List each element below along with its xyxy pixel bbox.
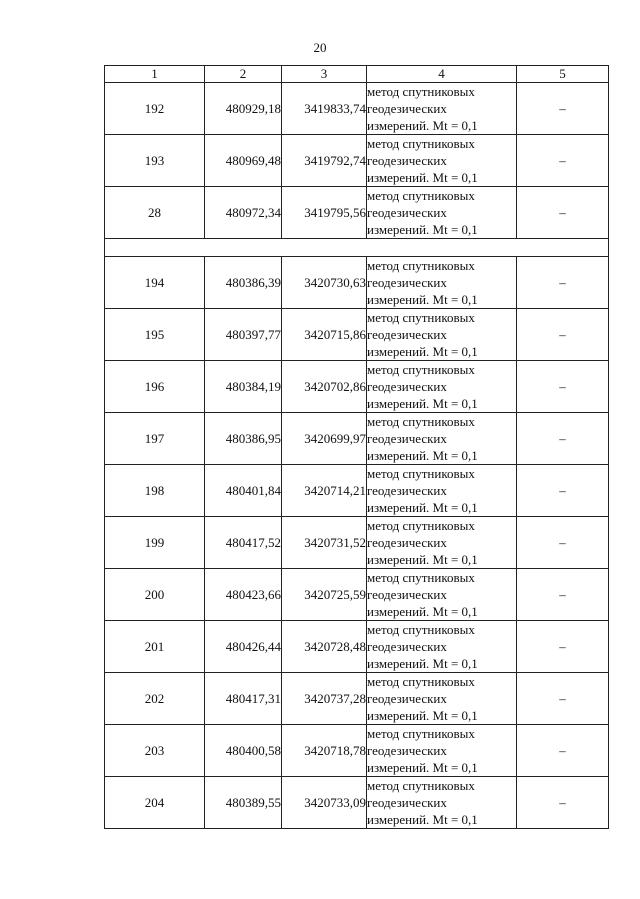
y-coordinate-cell: 3419792,74	[282, 135, 367, 187]
note-cell: –	[517, 725, 609, 777]
y-coordinate-cell: 3420702,86	[282, 361, 367, 413]
column-header-4: 4	[367, 66, 517, 83]
note-cell: –	[517, 569, 609, 621]
method-line: геодезических	[367, 587, 447, 602]
y-coordinate-cell: 3419795,56	[282, 187, 367, 239]
note-cell: –	[517, 465, 609, 517]
method-cell	[367, 725, 517, 777]
column-header-5: 5	[517, 66, 609, 83]
x-coordinate-cell: 480929,18	[205, 83, 282, 135]
method-line: геодезических	[367, 205, 447, 220]
method-line: метод спутниковых	[367, 674, 475, 689]
method-line: измерений. Mt = 0,1	[367, 812, 478, 827]
table-row	[105, 725, 609, 777]
method-line: геодезических	[367, 743, 447, 758]
note-cell: –	[517, 309, 609, 361]
x-coordinate-cell: 480401,84	[205, 465, 282, 517]
x-coordinate-cell: 480400,58	[205, 725, 282, 777]
table-row	[105, 413, 609, 465]
point-number-cell: 203	[105, 725, 205, 777]
point-number-cell: 202	[105, 673, 205, 725]
column-header-2: 2	[205, 66, 282, 83]
y-coordinate-cell: 3420714,21	[282, 465, 367, 517]
method-line: геодезических	[367, 795, 447, 810]
y-coordinate-cell: 3420731,52	[282, 517, 367, 569]
method-line: измерений. Mt = 0,1	[367, 396, 478, 411]
method-cell	[367, 465, 517, 517]
x-coordinate-cell: 480386,95	[205, 413, 282, 465]
method-cell	[367, 83, 517, 135]
x-coordinate-cell: 480417,52	[205, 517, 282, 569]
method-cell	[367, 257, 517, 309]
point-number-cell: 204	[105, 777, 205, 829]
x-coordinate-cell: 480397,77	[205, 309, 282, 361]
table-row	[105, 361, 609, 413]
method-line: геодезических	[367, 327, 447, 342]
y-coordinate-cell: 3420730,63	[282, 257, 367, 309]
point-number-cell: 28	[105, 187, 205, 239]
x-coordinate-cell: 480969,48	[205, 135, 282, 187]
method-cell	[367, 361, 517, 413]
method-line: метод спутниковых	[367, 726, 475, 741]
point-number-cell: 196	[105, 361, 205, 413]
point-number-cell: 195	[105, 309, 205, 361]
y-coordinate-cell: 3420737,28	[282, 673, 367, 725]
method-line: геодезических	[367, 379, 447, 394]
method-cell	[367, 777, 517, 829]
method-line: геодезических	[367, 483, 447, 498]
point-number-cell: 198	[105, 465, 205, 517]
x-coordinate-cell: 480417,31	[205, 673, 282, 725]
method-line: измерений. Mt = 0,1	[367, 552, 478, 567]
method-line: геодезических	[367, 535, 447, 550]
point-number-cell: 197	[105, 413, 205, 465]
method-line: метод спутниковых	[367, 258, 475, 273]
table-row	[105, 465, 609, 517]
point-number-cell: 199	[105, 517, 205, 569]
note-cell: –	[517, 673, 609, 725]
note-cell: –	[517, 257, 609, 309]
point-number-cell: 192	[105, 83, 205, 135]
y-coordinate-cell: 3420699,97	[282, 413, 367, 465]
method-line: измерений. Mt = 0,1	[367, 292, 478, 307]
method-line: измерений. Mt = 0,1	[367, 448, 478, 463]
point-number-cell: 200	[105, 569, 205, 621]
y-coordinate-cell: 3420728,48	[282, 621, 367, 673]
point-number-cell: 193	[105, 135, 205, 187]
method-line: измерений. Mt = 0,1	[367, 656, 478, 671]
method-line: геодезических	[367, 691, 447, 706]
table-row	[105, 517, 609, 569]
table-row	[105, 569, 609, 621]
note-cell: –	[517, 187, 609, 239]
spacer-cell	[105, 239, 609, 257]
y-coordinate-cell: 3420715,86	[282, 309, 367, 361]
x-coordinate-cell: 480426,44	[205, 621, 282, 673]
method-line: метод спутниковых	[367, 466, 475, 481]
method-cell	[367, 673, 517, 725]
x-coordinate-cell: 480423,66	[205, 569, 282, 621]
x-coordinate-cell: 480389,55	[205, 777, 282, 829]
method-line: метод спутниковых	[367, 414, 475, 429]
method-line: измерений. Mt = 0,1	[367, 170, 478, 185]
y-coordinate-cell: 3420725,59	[282, 569, 367, 621]
column-header-1: 1	[105, 66, 205, 83]
table-header-row	[105, 66, 609, 83]
note-cell: –	[517, 361, 609, 413]
x-coordinate-cell: 480384,19	[205, 361, 282, 413]
method-line: измерений. Mt = 0,1	[367, 760, 478, 775]
note-cell: –	[517, 777, 609, 829]
note-cell: –	[517, 413, 609, 465]
y-coordinate-cell: 3420718,78	[282, 725, 367, 777]
y-coordinate-cell: 3420733,09	[282, 777, 367, 829]
method-line: измерений. Mt = 0,1	[367, 118, 478, 133]
method-line: метод спутниковых	[367, 136, 475, 151]
method-cell	[367, 413, 517, 465]
method-line: метод спутниковых	[367, 310, 475, 325]
method-line: геодезических	[367, 275, 447, 290]
method-line: измерений. Mt = 0,1	[367, 708, 478, 723]
method-line: метод спутниковых	[367, 188, 475, 203]
note-cell: –	[517, 517, 609, 569]
note-cell: –	[517, 135, 609, 187]
page-number: 20	[313, 40, 327, 55]
method-line: геодезических	[367, 153, 447, 168]
method-cell	[367, 621, 517, 673]
y-coordinate-cell: 3419833,74	[282, 83, 367, 135]
table-row	[105, 621, 609, 673]
method-line: измерений. Mt = 0,1	[367, 500, 478, 515]
method-line: геодезических	[367, 639, 447, 654]
method-cell	[367, 135, 517, 187]
method-line: геодезических	[367, 101, 447, 116]
column-header-3: 3	[282, 66, 367, 83]
point-number-cell: 201	[105, 621, 205, 673]
table-row	[105, 135, 609, 187]
method-line: метод спутниковых	[367, 622, 475, 637]
method-cell	[367, 569, 517, 621]
method-line: метод спутниковых	[367, 778, 475, 793]
method-line: метод спутниковых	[367, 362, 475, 377]
table-row	[105, 309, 609, 361]
x-coordinate-cell: 480972,34	[205, 187, 282, 239]
method-cell	[367, 309, 517, 361]
coordinates-table	[104, 65, 609, 829]
table-row	[105, 187, 609, 239]
method-line: геодезических	[367, 431, 447, 446]
table-row	[105, 777, 609, 829]
table-body	[105, 83, 609, 829]
method-line: измерений. Mt = 0,1	[367, 222, 478, 237]
table-row	[105, 257, 609, 309]
method-line: измерений. Mt = 0,1	[367, 344, 478, 359]
table-row	[105, 673, 609, 725]
method-cell	[367, 187, 517, 239]
method-line: метод спутниковых	[367, 570, 475, 585]
method-line: метод спутниковых	[367, 518, 475, 533]
note-cell: –	[517, 83, 609, 135]
note-cell: –	[517, 621, 609, 673]
method-cell	[367, 517, 517, 569]
table-spacer-row	[105, 239, 609, 257]
x-coordinate-cell: 480386,39	[205, 257, 282, 309]
point-number-cell: 194	[105, 257, 205, 309]
method-line: измерений. Mt = 0,1	[367, 604, 478, 619]
table-row	[105, 83, 609, 135]
method-line: метод спутниковых	[367, 84, 475, 99]
